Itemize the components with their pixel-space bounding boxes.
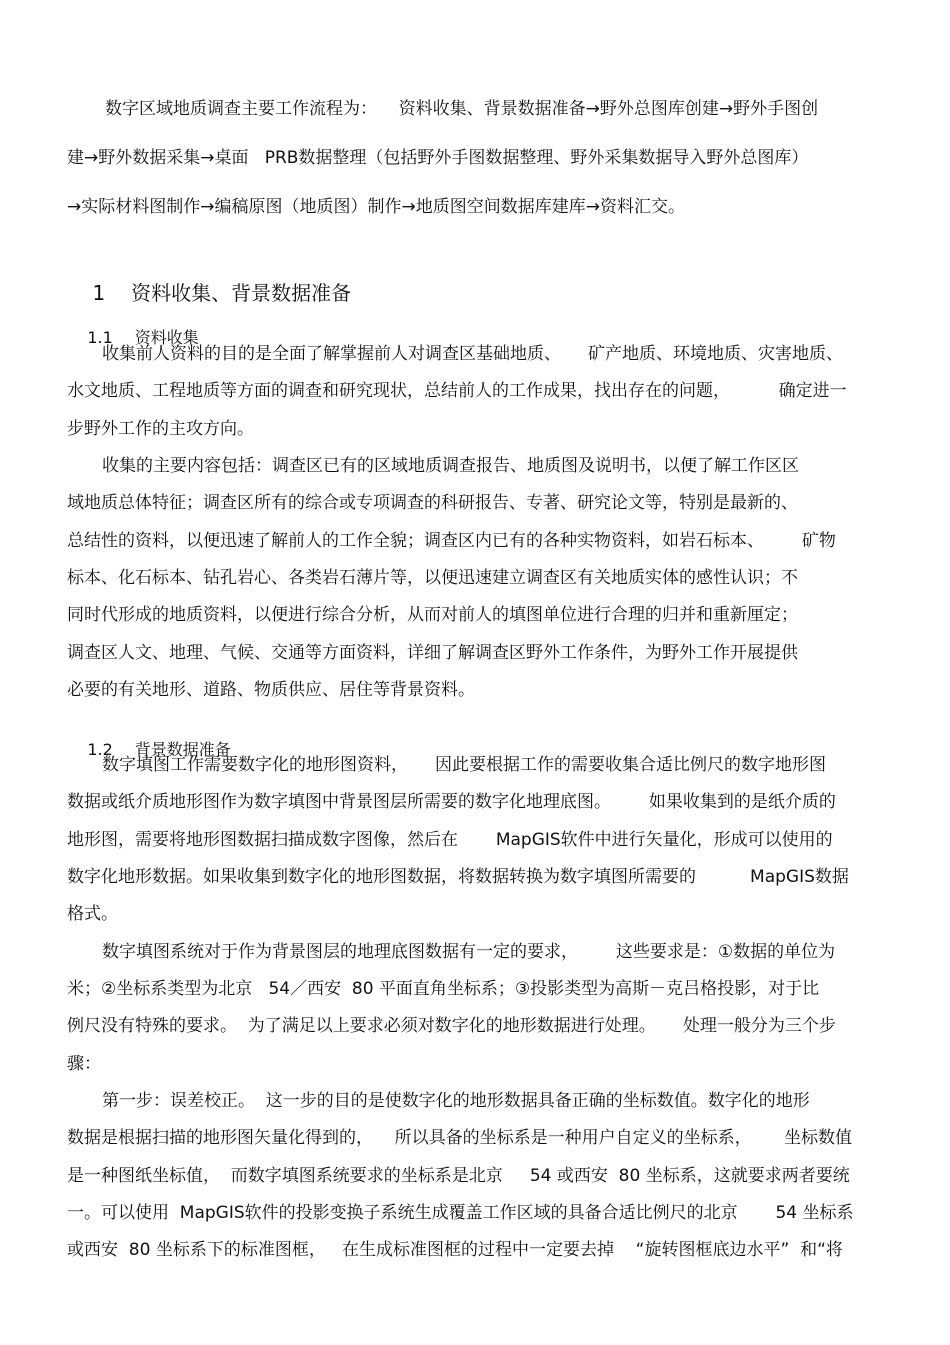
paragraph-line: 骤：: [67, 1054, 101, 1074]
paragraph-line: 是一种图纸坐标值， 而数字填图系统要求的坐标系是北京 54 或西安 80 坐标系，这就要求两者要统: [67, 1166, 850, 1186]
intro-line-1: 数字区域地质调查主要工作流程为： 资料收集、背景数据准备→野外总图库创建→野外手图创: [105, 99, 819, 119]
paragraph-line: 收集的主要内容包括：调查区已有的区域地质调查报告、地质图及说明书，以便了解工作区区: [102, 456, 799, 476]
paragraph-line: 数字填图工作需要数字化的地形图资料， 因此要根据工作的需要收集合适比例尺的数字地形图: [102, 755, 827, 775]
section-number: 1.2: [87, 740, 113, 759]
paragraph-line: 数字填图系统对于作为背景图层的地理底图数据有一定的要求， 这些要求是：①数据的单位为: [102, 942, 836, 962]
paragraph-line: 步野外工作的主攻方向。: [67, 419, 254, 439]
section-title: 资料收集、背景数据准备: [131, 281, 352, 305]
paragraph-line: 例尺没有特殊的要求。 为了满足以上要求必须对数字化的地形数据进行处理。 处理一般分为三个步: [67, 1016, 836, 1036]
paragraph-line: 水文地质、工程地质等方面的调查和研究现状，总结前人的工作成果，找出存在的问题， 确定进一: [67, 381, 847, 401]
paragraph-line: 数据或纸介质地形图作为数字填图中背景图层所需要的数字化地理底图。 如果收集到的是纸介质的: [67, 792, 836, 812]
paragraph-line: 第一步：误差校正。 这一步的目的是使数字化的地形数据具备正确的坐标数值。数字化的地形: [102, 1091, 810, 1111]
paragraph-line: 数据是根据扫描的地形图矢量化得到的， 所以具备的坐标系是一种用户自定义的坐标系， 坐标数值: [67, 1128, 853, 1148]
paragraph-line: 一。可以使用 MapGIS软件的投影变换子系统生成覆盖工作区域的具备合适比例尺的北京 54 坐标系: [67, 1203, 854, 1223]
paragraph-line: 米；②坐标系类型为北京 54／西安 80 平面直角坐标系；③投影类型为高斯－克吕格投影，对于比: [67, 979, 820, 999]
intro-line-3: →实际材料图制作→编稿原图（地质图）制作→地质图空间数据库建库→资料汇交。: [67, 197, 685, 217]
paragraph-line: 必要的有关地形、道路、物质供应、居住等背景资料。: [67, 680, 475, 700]
paragraph-line: 地形图，需要将地形图数据扫描成数字图像，然后在 MapGIS软件中进行矢量化，形成可以使用的: [67, 830, 833, 850]
paragraph-line: 调查区人文、地理、气候、交通等方面资料，详细了解调查区野外工作条件，为野外工作开展提供: [67, 643, 798, 663]
paragraph-line: 数字化地形数据。如果收集到数字化的地形图数据，将数据转换为数字填图所需要的 MapGIS数据: [67, 867, 849, 887]
paragraph-line: 或西安 80 坐标系下的标准图框， 在生成标准图框的过程中一定要去掉 “旋转图框底边水平” 和“将: [67, 1240, 843, 1260]
section-number: 1: [92, 281, 106, 305]
paragraph-line: 收集前人资料的目的是全面了解掌握前人对调查区基础地质、 矿产地质、环境地质、灾害地质、: [102, 344, 844, 364]
intro-line-2: 建→野外数据采集→桌面 PRB数据整理（包括野外手图数据整理、野外采集数据导入野外总图库）: [67, 148, 809, 168]
section-number: 1.1: [87, 328, 113, 347]
paragraph-line: 域地质总体特征；调查区所有的综合或专项调查的科研报告、专著、研究论文等，特别是最新的、: [67, 493, 798, 513]
section-title: 资料收集: [134, 328, 199, 347]
paragraph-line: 总结性的资料，以便迅速了解前人的工作全貌；调查区内已有的各种实物资料，如岩石标本、 矿物: [67, 531, 836, 551]
section-title: 背景数据准备: [134, 740, 231, 759]
paragraph-line: 标本、化石标本、钻孔岩心、各类岩石薄片等，以便迅速建立调查区有关地质实体的感性认识；不: [67, 568, 798, 588]
paragraph-line: 格式。: [67, 904, 118, 924]
paragraph-line: 同时代形成的地质资料，以便进行综合分析，从而对前人的填图单位进行合理的归并和重新厘定；: [67, 605, 798, 625]
